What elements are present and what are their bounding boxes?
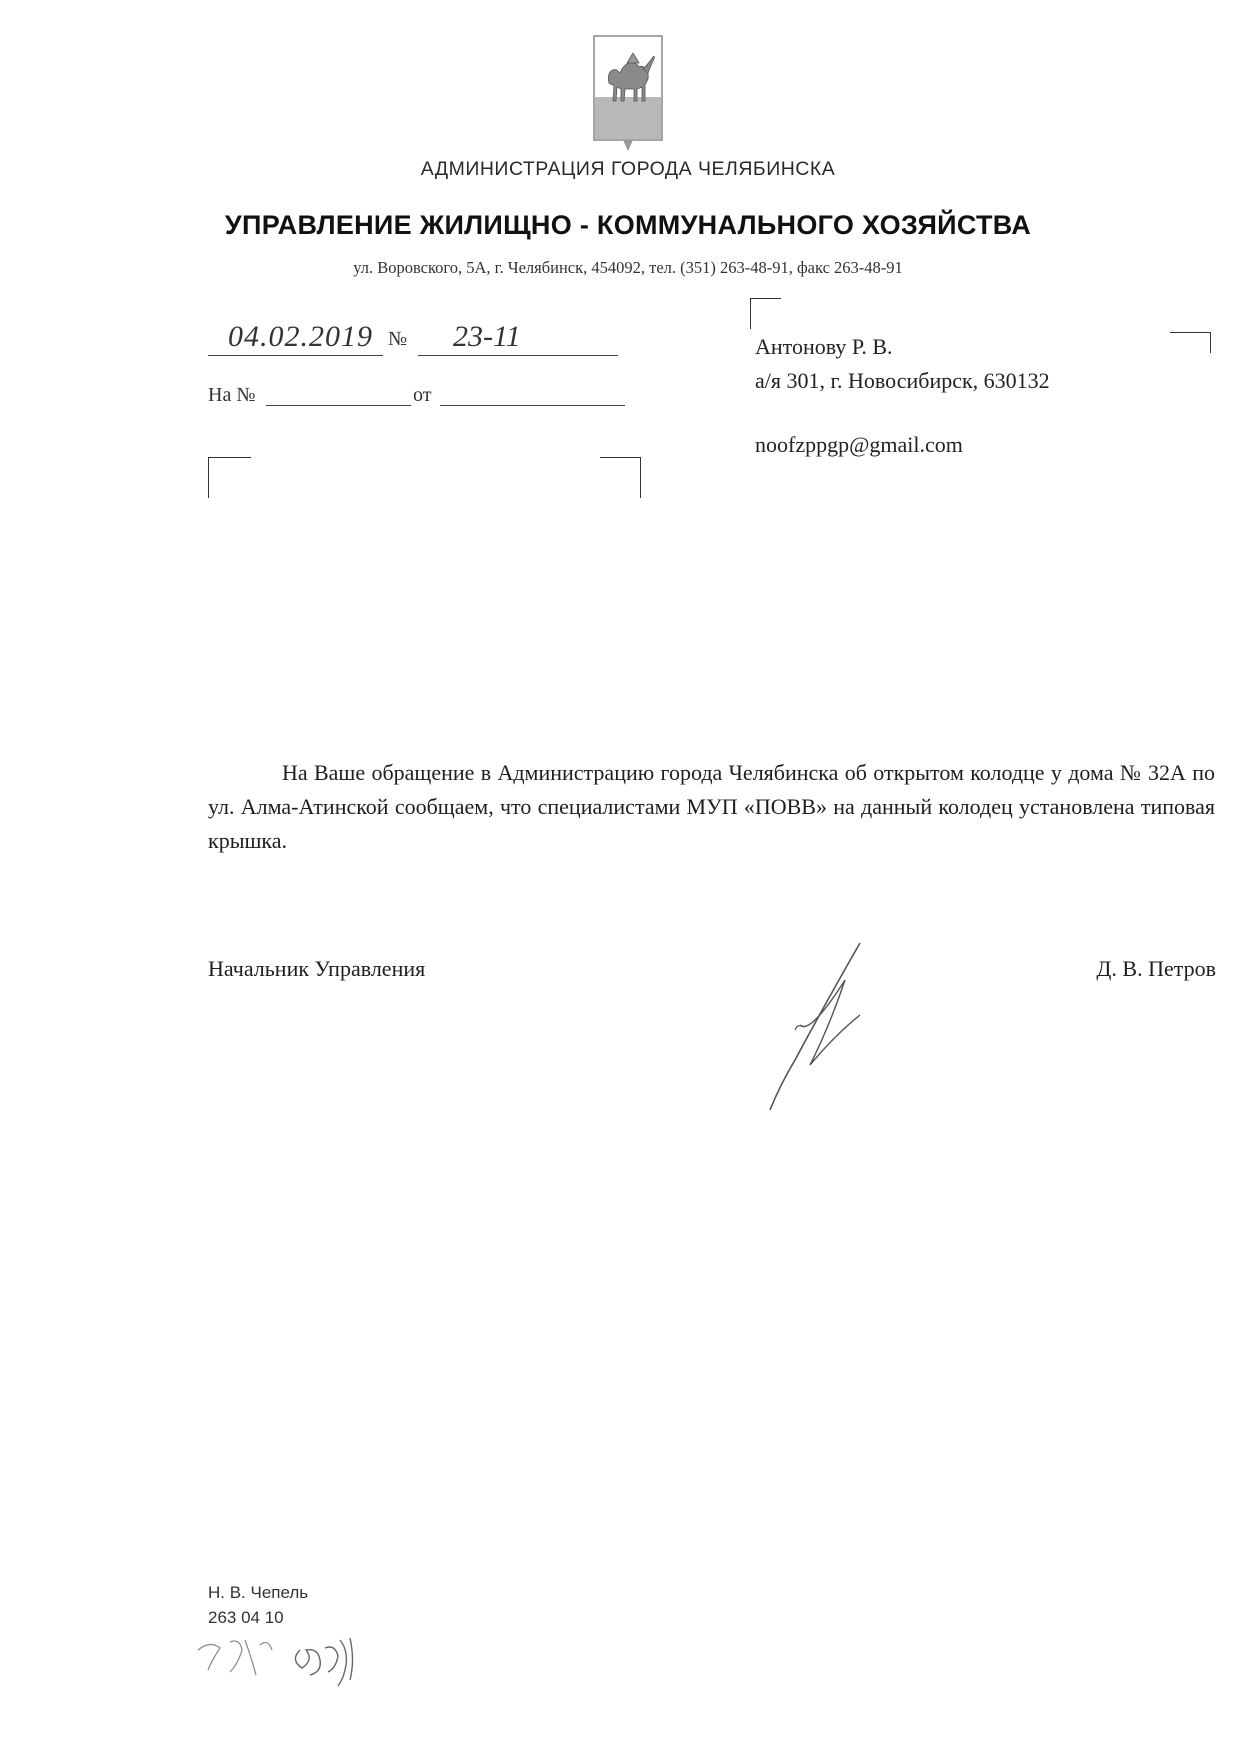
registration-line bbox=[208, 320, 618, 360]
coat-of-arms-icon bbox=[593, 35, 663, 153]
recipient-block bbox=[755, 330, 1175, 398]
handwritten-initials bbox=[190, 1620, 390, 1690]
frame-corner-top-right bbox=[600, 457, 641, 498]
letter-body: На Ваше обращение в Администрацию города Челябинска об открытом колодце у дома № 32А по ул. Алма-Атинской сообщаем, что специалистами МУП «ПОВВ» на данный колодец установлена типовая крышка. bbox=[208, 760, 1215, 853]
frame-corner-recipient-right bbox=[1170, 332, 1211, 353]
reference-number-label: На № bbox=[208, 384, 256, 406]
registration-number: 23-11 bbox=[453, 320, 521, 353]
recipient-name: Антонову Р. В. bbox=[755, 334, 893, 359]
frame-corner-top-left bbox=[208, 457, 251, 498]
recipient-address: а/я 301, г. Новосибирск, 630132 bbox=[755, 368, 1050, 393]
frame-corner-recipient-left bbox=[750, 298, 781, 329]
signer-name: Д. В. Петров bbox=[1096, 956, 1216, 981]
organization-title: АДМИНИСТРАЦИЯ ГОРОДА ЧЕЛЯБИНСКА bbox=[420, 158, 836, 180]
department-address: ул. Воровского, 5А, г. Челябинск, 454092, тел. (351) 263-48-91, факс 263-48-91 bbox=[353, 258, 903, 277]
reference-line bbox=[208, 378, 628, 410]
executor-name: Н. В. Чепель bbox=[208, 1583, 309, 1602]
handwritten-signature bbox=[750, 935, 900, 1115]
signer-title: Начальник Управления bbox=[208, 956, 426, 981]
registration-number-label: № bbox=[388, 328, 408, 350]
reference-date-label: от bbox=[413, 384, 432, 406]
executor-phone: 263 04 10 bbox=[208, 1608, 284, 1627]
department-title: УПРАВЛЕНИЕ ЖИЛИЩНО - КОММУНАЛЬНОГО ХОЗЯЙСТВА bbox=[224, 210, 1032, 240]
registration-date: 04.02.2019 bbox=[228, 320, 373, 353]
recipient-email: noofzppgp@gmail.com bbox=[755, 432, 963, 457]
